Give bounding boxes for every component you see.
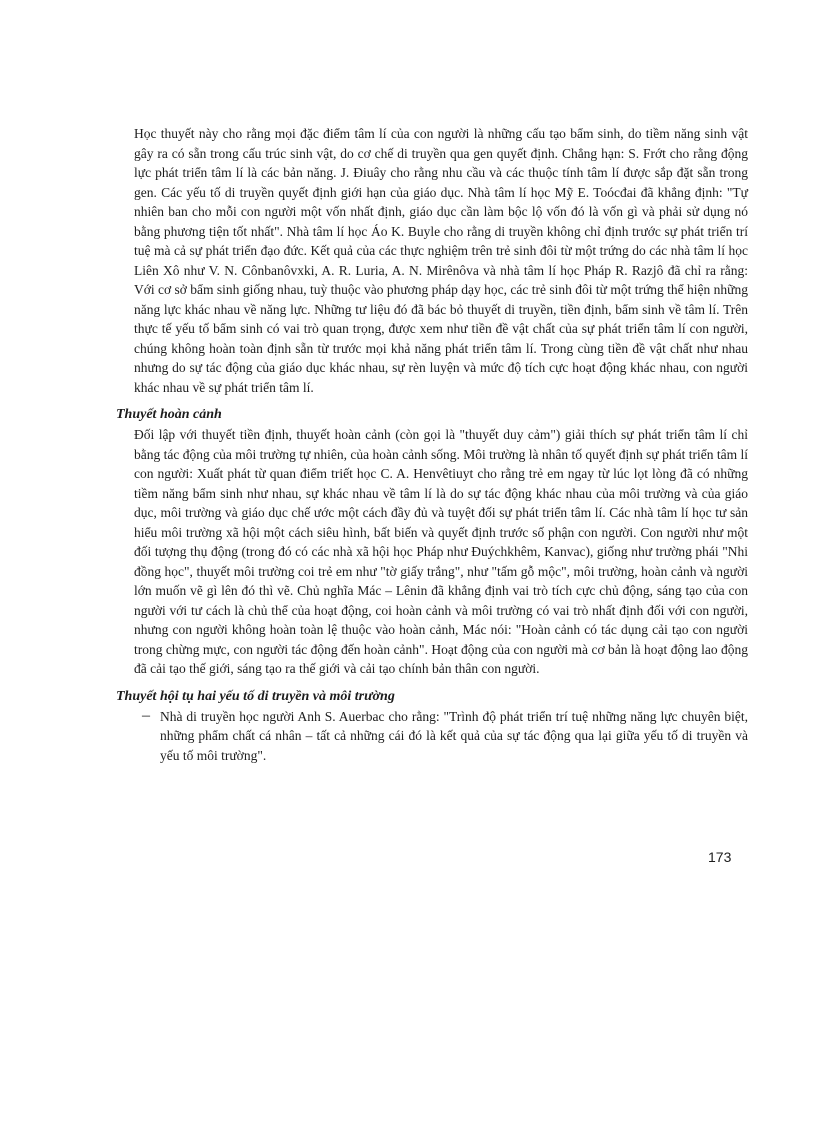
heading-convergence-theory: Thuyết hội tụ hai yếu tố di truyền và môi trường xyxy=(116,688,395,704)
paragraph-heredity-theory: Học thuyết này cho rằng mọi đặc điểm tâm lí của con người là những cấu tạo bẩm sinh, do tiềm năng sinh vật gây ra có sẵn trong cấu trúc sinh vật, do cơ chế di truyền qua gen quyết định. Chẳng hạn: S. Frớt cho rằng động lực phát triển tâm lí là các bản năng. J. Điuây cho rằng nhu cầu và các thuộc tính tâm lí được sắp đặt sẵn trong gen. Các yếu tố di truyền quyết định giới hạn của giáo dục. Nhà tâm lí học Mỹ E. Toócđai đã khẳng định: "Tự nhiên ban cho mỗi con người một vốn nhất định, giáo dục cần làm bộc lộ vốn đó là vốn gì và phải sử dụng nó bằng phương tiện tốt nhất". Nhà tâm lí học Áo K. Buyle cho rằng di truyền không chỉ định trước sự phát triển trí tuệ mà cả sự phát triển đạo đức. Kết quả của các thực nghiệm trên trẻ sinh đôi từ một trứng do các nhà tâm lí học Liên Xô như V. N. Cônbanôvxki, A. R. Luria, A. N. Mirênôva và nhà tâm lí học Pháp R. Razjô đã chỉ ra rằng: Với cơ sở bẩm sinh giống nhau, tuỳ thuộc vào phương pháp dạy học, các trẻ sinh đôi từ một trứng thể hiện những năng lực khác nhau về năng lực. Những tư liệu đó đã bác bỏ thuyết di truyền, tiền định, bẩm sinh về tâm lí. Trên thực tế yếu tố bẩm sinh có vai trò quan trọng, được xem như tiền đề vật chất của sự phát triển tâm lí con người, chúng không hoàn toàn định sẵn từ trước mọi khả năng phát triển tâm lí. Trong cùng tiền đề vật chất như nhau nhưng do sự tác động của giáo dục khác nhau, sự rèn luyện và mức độ tích cực hoạt động khác nhau, con người khác nhau về sự phát triển tâm lí. xyxy=(134,126,748,395)
list-item-text: Nhà di truyền học người Anh S. Auerbac cho rằng: "Trình độ phát triển trí tuệ những năng lực chuyên biệt, những phẩm chất cá nhân – tất cả những cái đó là kết quả của sự tác động qua lại giữa yếu tố di truyền và yếu tố môi trường". xyxy=(160,708,748,763)
list-item xyxy=(116,707,748,766)
page-number: 173 xyxy=(708,849,732,865)
paragraph-environment-theory: Đối lập với thuyết tiền định, thuyết hoàn cảnh (còn gọi là "thuyết duy cảm") giải thích sự phát triển tâm lí chỉ bằng tác động của môi trường tự nhiên, của hoàn cảnh sống. Môi trường là nhân tố quyết định sự phát triển tâm lí con người: Xuất phát từ quan điểm triết học C. A. Henvêtiuyt cho rằng trẻ em ngay từ lúc lọt lòng đã có những tiềm năng bẩm sinh như nhau, sự khác nhau về tâm lí là do sự tác động khác nhau của môi trường và của giáo dục, môi trường và giáo dục chế ước một cách đầy đủ và tuyệt đối sự phát triển tâm lí. Các nhà tâm lí học tư sản hiểu môi trường xã hội một cách siêu hình, bất biến và quyết định trước số phận con người. Con người như một đối tượng thụ động (trong đó có các nhà xã hội học Pháp như Đuýchkhêm, Kanvac), giống như trường phái "Nhi đồng học", thuyết môi trường coi trẻ em như "tờ giấy trắng", như "tấm gỗ mộc", môi trường, hoàn cảnh và người lớn muốn vẽ gì lên đó thì vẽ. Chủ nghĩa Mác – Lênin đã khẳng định vai trò tích cực chủ động, sáng tạo của con người với tư cách là chủ thể của hoạt động, coi hoàn cảnh và môi trường có vai trò nhất định đối với con người, nhưng con người không hoàn toàn lệ thuộc vào hoàn cảnh, Mác nói: "Hoàn cảnh có tác dụng cải tạo con người trong chừng mực, con người tác động đến hoàn cảnh". Hoạt động của con người mà cơ bản là hoạt động lao động đã cải tạo thế giới, sáng tạo ra thế giới và cải tạo chính bản thân con người. xyxy=(134,427,748,676)
text-body xyxy=(116,124,748,765)
heading-environment-theory: Thuyết hoàn cảnh xyxy=(116,407,222,422)
list-dash: – xyxy=(142,706,150,724)
